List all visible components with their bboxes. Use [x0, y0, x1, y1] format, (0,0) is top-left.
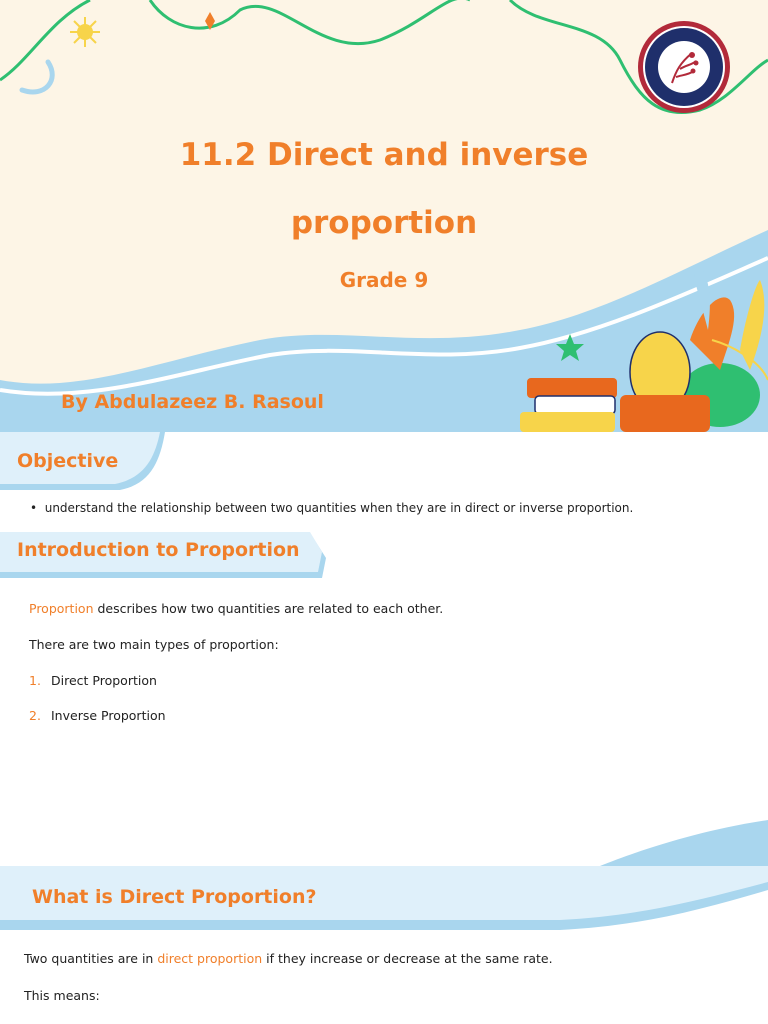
direct-paragraph-1: [24, 951, 553, 966]
list-label: Direct Proportion: [51, 673, 157, 688]
direct-heading: What is Direct Proportion?: [32, 886, 317, 908]
direct-banner: [0, 820, 768, 1024]
list-number: 2.: [29, 708, 41, 723]
intro-slide: [0, 532, 768, 862]
direct-paragraph-2: This means:: [24, 988, 100, 1003]
objective-bullet: [30, 501, 633, 515]
list-item: [29, 708, 166, 723]
objective-slide: [0, 432, 768, 532]
intro-p1-rest: describes how two quantities are related to each other.: [93, 601, 444, 616]
list-item: [29, 673, 157, 688]
objective-text: understand the relationship between two quantities when they are in direct or inverse proportion.: [44, 501, 634, 515]
school-logo: [636, 19, 732, 115]
direct-p1-after: if they increase or decrease at the same rate.: [262, 951, 553, 966]
objective-banner: [0, 432, 768, 532]
direct-proportion-highlight: direct proportion: [157, 951, 263, 966]
list-number: 1.: [29, 673, 41, 688]
intro-heading: Introduction to Proportion: [17, 539, 300, 561]
list-label: Inverse Proportion: [51, 708, 166, 723]
proportion-highlight: Proportion: [29, 601, 94, 616]
direct-p1-before: Two quantities are in: [24, 951, 158, 966]
grade-subtitle: Grade 9: [339, 268, 429, 292]
title-line-1: 11.2 Direct and inverse: [179, 137, 589, 173]
intro-paragraph-2: There are two main types of proportion:: [29, 637, 279, 652]
sun-icon: [70, 17, 100, 47]
title-line-2: proportion: [290, 205, 478, 241]
title-slide: [0, 0, 768, 432]
intro-paragraph-1: [29, 601, 443, 616]
objective-heading: Objective: [17, 450, 119, 472]
bullet-icon: •: [30, 501, 45, 515]
author-name: By Abdulazeez B. Rasoul: [61, 391, 324, 413]
direct-slide: [0, 820, 768, 1024]
